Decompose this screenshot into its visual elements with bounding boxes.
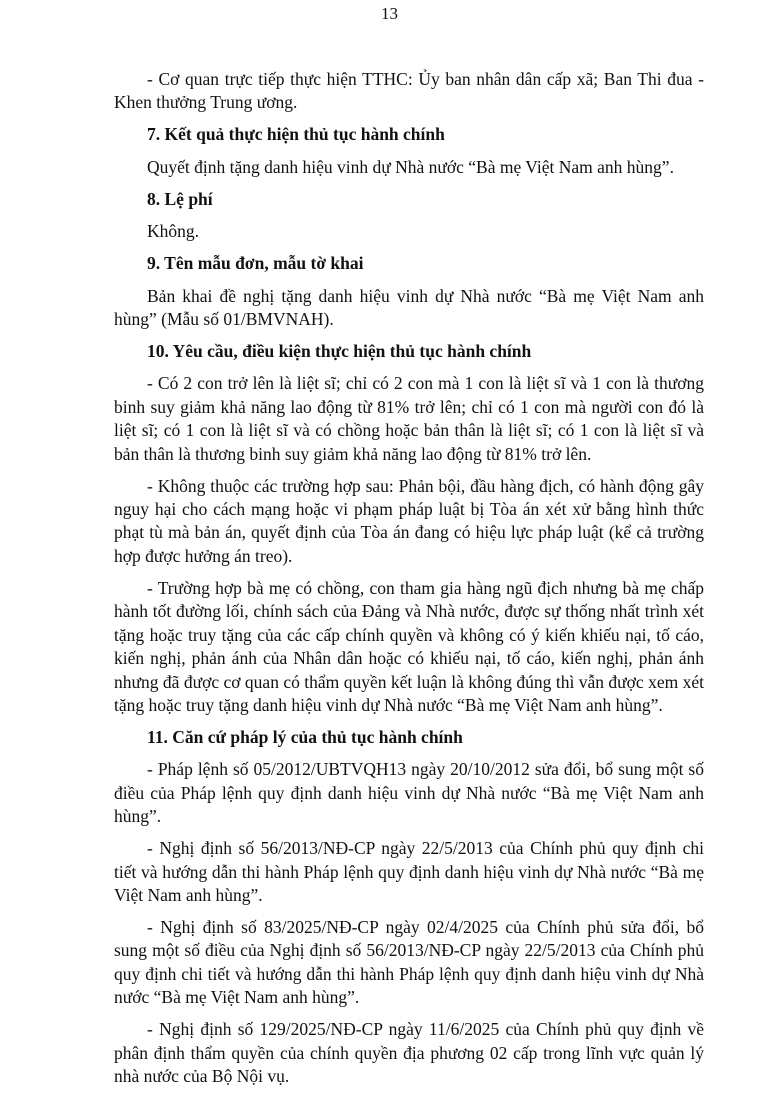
heading-result: 7. Kết quả thực hiện thủ tục hành chính [147, 124, 445, 145]
heading-legal-basis: 11. Căn cứ pháp lý của thủ tục hành chính [147, 726, 463, 747]
heading-form-template: 9. Tên mẫu đơn, mẫu tờ khai [147, 253, 364, 274]
document-body [114, 68, 704, 1097]
paragraph-requirement-2: - Không thuộc các trường hợp sau: Phản bội, đầu hàng địch, có hành động gây nguy hại cho cách mạng hoặc vi phạm pháp luật bị Tòa án xét xử bằng hình thức phạt tù mà bản án, quyết định của Tòa án đang có hiệu lực pháp luật (kể cả trường hợp được hưởng án treo). [114, 475, 704, 566]
paragraph-legal-basis-2: - Nghị định số 56/2013/NĐ-CP ngày 22/5/2013 của Chính phủ quy định chi tiết và hướng dẫn thi hành Pháp lệnh quy định danh hiệu vinh dự Nhà nước “Bà mẹ Việt Nam anh hùng”. [114, 838, 704, 905]
paragraph-legal-basis-1: - Pháp lệnh số 05/2012/UBTVQH13 ngày 20/10/2012 sửa đổi, bổ sung một số điều của Pháp lệnh quy định danh hiệu vinh dự Nhà nước “Bà mẹ Việt Nam anh hùng”. [114, 759, 704, 827]
paragraph-form-template: Bản khai đề nghị tặng danh hiệu vinh dự Nhà nước “Bà mẹ Việt Nam anh hùng” (Mẫu số 01/BMVNAH). [114, 285, 704, 330]
paragraph-legal-basis-3: - Nghị định số 83/2025/NĐ-CP ngày 02/4/2025 của Chính phủ sửa đổi, bổ sung một số điều của Nghị định số 56/2013/NĐ-CP ngày 22/5/2013 của Chính phủ quy định chi tiết và hướng dẫn thi hành Pháp lệnh quy định danh hiệu vinh dự Nhà nước “Bà mẹ Việt Nam anh hùng”. [114, 916, 704, 1008]
page-number: 13 [381, 4, 398, 23]
paragraph-fee: Không. [147, 221, 200, 242]
paragraph-legal-basis-4: - Nghị định số 129/2025/NĐ-CP ngày 11/6/2025 của Chính phủ quy định về phân định thẩm quyền của chính quyền địa phương 02 cấp trong lĩnh vực quản lý nhà nước của Bộ Nội vụ. [114, 1019, 704, 1086]
paragraph-requirement-1: - Có 2 con trở lên là liệt sĩ; chỉ có 2 con mà 1 con là liệt sĩ và 1 con là thương binh suy giảm khả năng lao động từ 81% trở lên; chỉ có 1 con mà người con đó là liệt sĩ; có 1 con là liệt sĩ và có chồng hoặc bản thân là liệt sĩ; có 1 con là liệt sĩ và bản thân là thương binh suy giảm khả năng lao động từ 81% trở lên. [114, 373, 704, 464]
paragraph-requirement-3: - Trường hợp bà mẹ có chồng, con tham gia hàng ngũ địch nhưng bà mẹ chấp hành tốt đường lối, chính sách của Đảng và Nhà nước, được sự thống nhất trình xét tặng hoặc truy tặng của các cấp chính quyền và không có ý kiến khiếu nại, tố cáo, kiến nghị, phản ánh của Nhân dân hoặc có khiếu nại, tố cáo, kiến nghị, phản ánh nhưng đã được cơ quan có thẩm quyền kết luận là không đúng thì vẫn được xem xét tặng hoặc truy tặng danh hiệu vinh dự Nhà nước “Bà mẹ Việt Nam anh hùng”. [114, 577, 704, 715]
heading-fee: 8. Lệ phí [147, 188, 213, 209]
paragraph-result: Quyết định tặng danh hiệu vinh dự Nhà nước “Bà mẹ Việt Nam anh hùng”. [147, 156, 674, 177]
heading-requirements: 10. Yêu cầu, điều kiện thực hiện thủ tục hành chính [147, 341, 532, 362]
paragraph-implementing-agency: - Cơ quan trực tiếp thực hiện TTHC: Ủy ban nhân dân cấp xã; Ban Thi đua - Khen thưởng Trung ương. [114, 69, 704, 113]
